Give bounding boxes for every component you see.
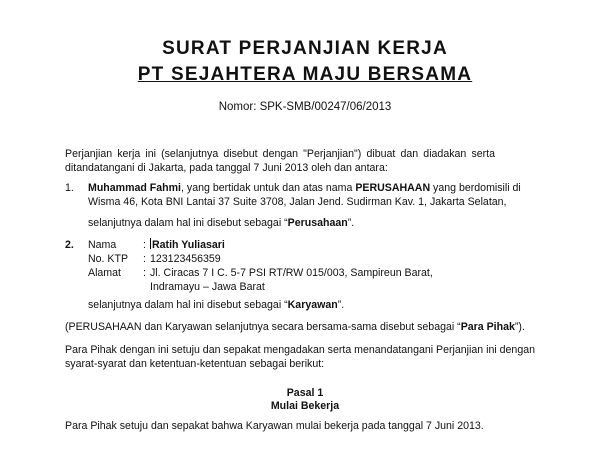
text-cursor-icon [150,238,151,249]
party1-name: Muhammad Fahmi [88,182,182,194]
pasal-1-subheading: Mulai Bekerja [270,400,340,412]
party2-number: 2. [65,239,74,251]
party1-line-1 [88,181,521,195]
intro-line-2: ditandatangani di Jakarta, pada tanggal 7 Juni 2013 oleh dan antara: [65,162,388,174]
colon-ktp: : [143,253,146,265]
company-name-title: PT SEJAHTERA MAJU BERSAMA [137,64,473,85]
value-nama-text: Ratih Yuliasari [152,239,225,251]
label-nama: Nama [88,239,117,251]
value-alamat-line-1: Jl. Ciracas 7 I C. 5-7 PSI RT/RW 015/003, Sampireun Barat, [150,267,433,279]
label-ktp: No. KTP [88,253,129,265]
intro-line-1: Perjanjian kerja ini (selanjutnya disebut dengan "Perjanjian") dibuat dan diadakan serta [65,148,495,160]
para-pihak-suffix: ”). [514,321,525,333]
label-alamat: Alamat [88,267,121,279]
party2-ref-prefix: selanjutnya dalam hal ini disebut sebagai “ [88,299,288,311]
pasal-1-body: Para Pihak setuju dan sepakat bahwa Karyawan mulai bekerja pada tanggal 7 Juni 2013. [65,420,484,432]
para-pihak-term: Para Pihak [460,321,515,333]
colon-nama: : [143,239,146,251]
party1-ref-suffix: ”. [347,217,355,229]
party1-ref-prefix: selanjutnya dalam hal ini disebut sebagai “ [88,217,288,229]
party1-number: 1. [65,182,74,194]
pasal-1-heading: Pasal 1 [286,387,324,399]
party2-ref-term: Karyawan [287,299,338,311]
party1-text-a: , yang bertidak untuk dan atas nama [181,182,356,194]
value-ktp: 123123456359 [150,253,221,265]
party1-ref-term: Perusahaan [287,217,348,229]
agreement-line-1: Para Pihak dengan ini setuju dan sepakat mengadakan serta menandatangani Perjanjian ini dengan [65,344,535,356]
party2-ref-suffix: ”. [337,299,345,311]
party2-reference [88,298,344,312]
party1-reference [88,216,354,230]
value-nama [150,238,225,252]
party1-line-2: Wisma 46, Kota BNI Lantai 37 Suite 3708, Jalan Jend. Sudirman Kav. 1, Jakarta Selatan, [88,196,507,208]
colon-alamat: : [143,267,146,279]
party1-text-b: yang berdomisili di [430,182,521,194]
document-number: Nomor: SPK-SMB/00247/06/2013 [218,101,392,113]
party1-company: PERUSAHAAN [355,182,431,194]
para-pihak-prefix: (PERUSAHAAN dan Karyawan selanjutnya secara bersama-sama disebut sebagai “ [65,321,461,333]
para-pihak-note [65,320,525,334]
agreement-line-2: syarat-syarat dan ketentuan-ketentuan sebagai berikut: [65,358,325,370]
document-title: SURAT PERJANJIAN KERJA [162,38,448,59]
value-alamat-line-2: Indramayu – Jawa Barat [150,281,265,293]
